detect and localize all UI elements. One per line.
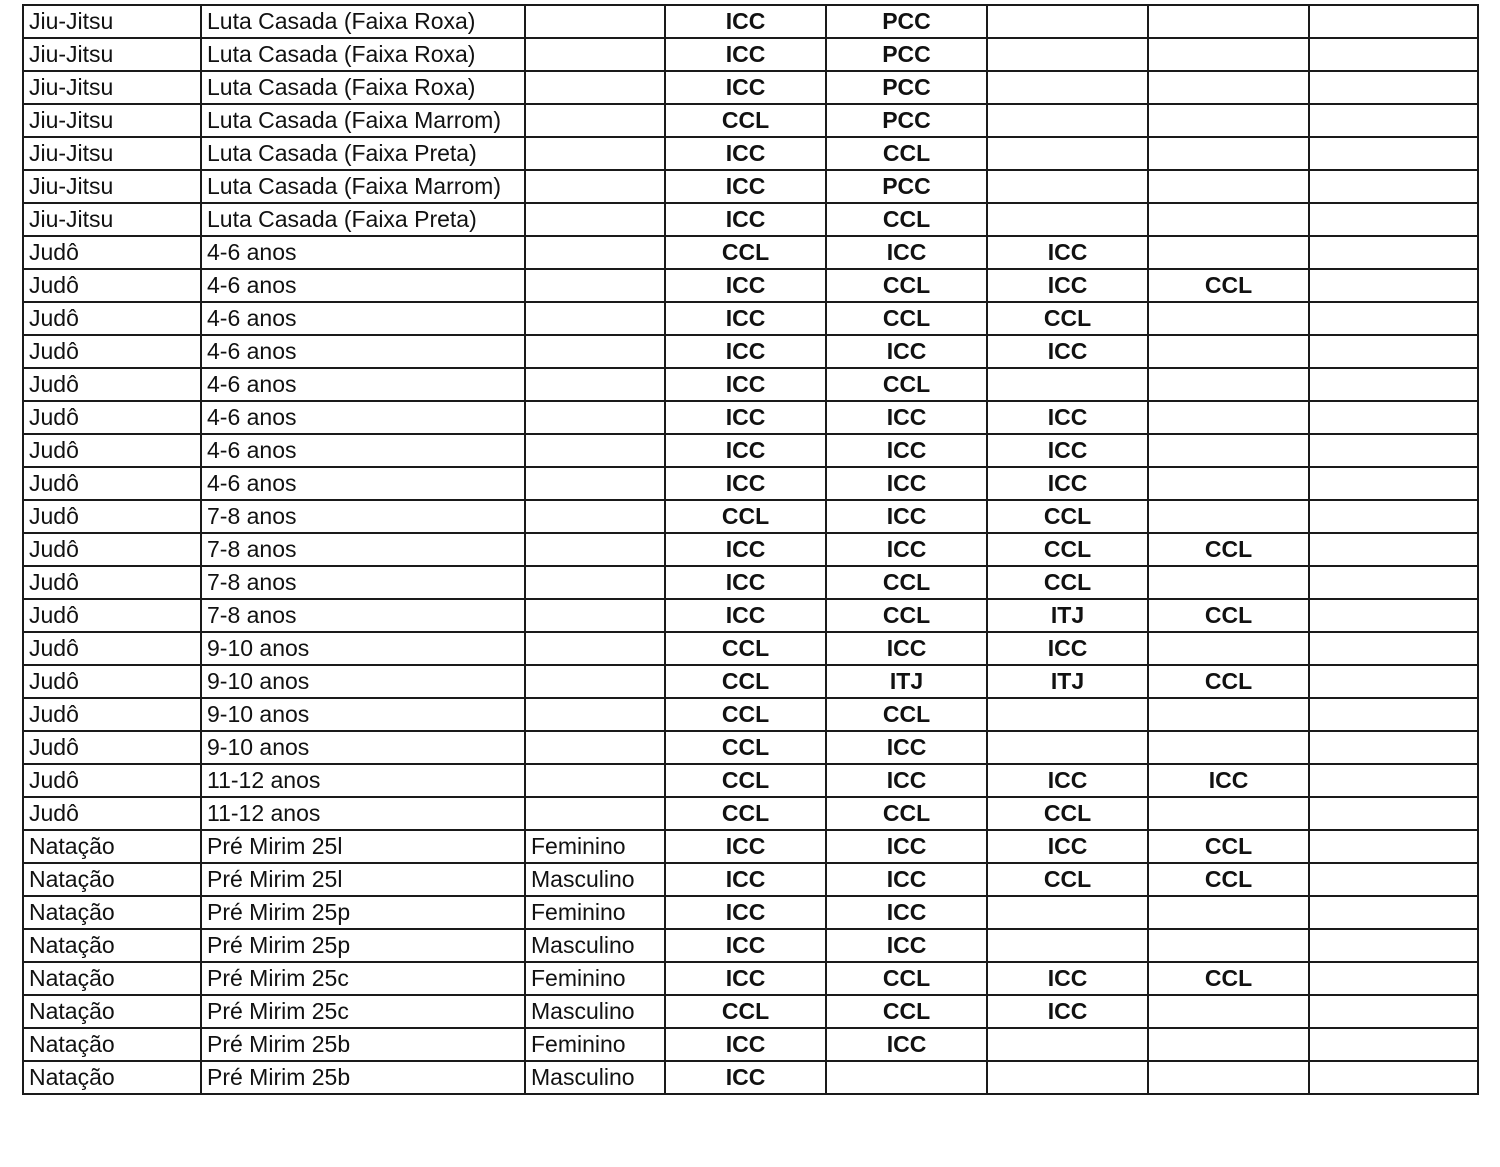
extra-cell xyxy=(1309,731,1478,764)
category-cell: Luta Casada (Faixa Roxa) xyxy=(201,71,525,104)
category-cell: Luta Casada (Faixa Preta) xyxy=(201,137,525,170)
gender-cell: Feminino xyxy=(525,962,665,995)
category-cell: Pré Mirim 25c xyxy=(201,995,525,1028)
result-3-cell: ITJ xyxy=(987,665,1148,698)
extra-cell xyxy=(1309,665,1478,698)
result-4-cell xyxy=(1148,500,1309,533)
category-cell: 9-10 anos xyxy=(201,698,525,731)
result-3-cell: ICC xyxy=(987,995,1148,1028)
table-row xyxy=(23,863,1478,896)
result-4-cell: CCL xyxy=(1148,533,1309,566)
extra-cell xyxy=(1309,104,1478,137)
sport-cell: Jiu-Jitsu xyxy=(23,203,201,236)
gender-cell: Feminino xyxy=(525,830,665,863)
result-3-cell xyxy=(987,1061,1148,1094)
extra-cell xyxy=(1309,962,1478,995)
extra-cell xyxy=(1309,566,1478,599)
result-1-cell: CCL xyxy=(665,764,826,797)
category-cell: Pré Mirim 25l xyxy=(201,863,525,896)
table-row xyxy=(23,632,1478,665)
gender-cell xyxy=(525,302,665,335)
sport-cell: Natação xyxy=(23,830,201,863)
result-4-cell xyxy=(1148,1061,1309,1094)
result-1-cell: ICC xyxy=(665,71,826,104)
category-cell: 9-10 anos xyxy=(201,632,525,665)
gender-cell xyxy=(525,269,665,302)
gender-cell xyxy=(525,401,665,434)
extra-cell xyxy=(1309,269,1478,302)
sport-cell: Natação xyxy=(23,863,201,896)
result-3-cell xyxy=(987,929,1148,962)
result-4-cell xyxy=(1148,731,1309,764)
result-4-cell: CCL xyxy=(1148,599,1309,632)
sport-cell: Judô xyxy=(23,302,201,335)
table-row xyxy=(23,170,1478,203)
result-4-cell: CCL xyxy=(1148,665,1309,698)
result-4-cell xyxy=(1148,698,1309,731)
extra-cell xyxy=(1309,335,1478,368)
result-2-cell: CCL xyxy=(826,797,987,830)
result-1-cell: CCL xyxy=(665,731,826,764)
result-4-cell xyxy=(1148,71,1309,104)
sport-cell: Judô xyxy=(23,269,201,302)
result-4-cell: CCL xyxy=(1148,863,1309,896)
result-4-cell xyxy=(1148,170,1309,203)
result-2-cell: CCL xyxy=(826,962,987,995)
table-row xyxy=(23,104,1478,137)
result-3-cell: ICC xyxy=(987,830,1148,863)
table-row xyxy=(23,566,1478,599)
result-3-cell xyxy=(987,104,1148,137)
result-1-cell: ICC xyxy=(665,962,826,995)
result-2-cell: ICC xyxy=(826,500,987,533)
result-1-cell: ICC xyxy=(665,335,826,368)
result-4-cell xyxy=(1148,203,1309,236)
result-2-cell: CCL xyxy=(826,137,987,170)
gender-cell xyxy=(525,764,665,797)
result-1-cell: CCL xyxy=(665,632,826,665)
table-row xyxy=(23,434,1478,467)
category-cell: Pré Mirim 25p xyxy=(201,929,525,962)
result-1-cell: CCL xyxy=(665,665,826,698)
result-1-cell: ICC xyxy=(665,830,826,863)
table-row xyxy=(23,302,1478,335)
result-1-cell: CCL xyxy=(665,797,826,830)
category-cell: 4-6 anos xyxy=(201,401,525,434)
result-3-cell: ICC xyxy=(987,632,1148,665)
result-2-cell: PCC xyxy=(826,104,987,137)
gender-cell xyxy=(525,203,665,236)
result-2-cell: CCL xyxy=(826,203,987,236)
extra-cell xyxy=(1309,71,1478,104)
category-cell: 7-8 anos xyxy=(201,566,525,599)
result-4-cell xyxy=(1148,896,1309,929)
result-2-cell: PCC xyxy=(826,170,987,203)
gender-cell: Masculino xyxy=(525,929,665,962)
gender-cell xyxy=(525,335,665,368)
extra-cell xyxy=(1309,797,1478,830)
category-cell: Luta Casada (Faixa Roxa) xyxy=(201,38,525,71)
gender-cell xyxy=(525,665,665,698)
sport-cell: Natação xyxy=(23,896,201,929)
extra-cell xyxy=(1309,599,1478,632)
table-row xyxy=(23,995,1478,1028)
table-row xyxy=(23,137,1478,170)
category-cell: Pré Mirim 25l xyxy=(201,830,525,863)
extra-cell xyxy=(1309,863,1478,896)
result-1-cell: ICC xyxy=(665,929,826,962)
result-3-cell xyxy=(987,71,1148,104)
table-row xyxy=(23,500,1478,533)
sport-cell: Judô xyxy=(23,335,201,368)
table-row xyxy=(23,5,1478,38)
category-cell: Pré Mirim 25b xyxy=(201,1028,525,1061)
result-1-cell: ICC xyxy=(665,533,826,566)
result-4-cell xyxy=(1148,236,1309,269)
result-3-cell: ICC xyxy=(987,764,1148,797)
result-1-cell: ICC xyxy=(665,170,826,203)
result-2-cell: ICC xyxy=(826,467,987,500)
category-cell: Luta Casada (Faixa Marrom) xyxy=(201,104,525,137)
result-4-cell xyxy=(1148,401,1309,434)
table-row xyxy=(23,269,1478,302)
sport-cell: Judô xyxy=(23,236,201,269)
extra-cell xyxy=(1309,1028,1478,1061)
result-1-cell: ICC xyxy=(665,302,826,335)
extra-cell xyxy=(1309,533,1478,566)
result-4-cell xyxy=(1148,632,1309,665)
gender-cell xyxy=(525,467,665,500)
result-3-cell: ICC xyxy=(987,236,1148,269)
result-2-cell: CCL xyxy=(826,995,987,1028)
sport-cell: Natação xyxy=(23,929,201,962)
result-2-cell: ICC xyxy=(826,764,987,797)
table-row xyxy=(23,665,1478,698)
table-row xyxy=(23,38,1478,71)
result-3-cell: ICC xyxy=(987,467,1148,500)
result-3-cell: CCL xyxy=(987,566,1148,599)
extra-cell xyxy=(1309,500,1478,533)
gender-cell xyxy=(525,434,665,467)
result-3-cell: ITJ xyxy=(987,599,1148,632)
extra-cell xyxy=(1309,467,1478,500)
result-2-cell: ITJ xyxy=(826,665,987,698)
table-row xyxy=(23,236,1478,269)
gender-cell: Masculino xyxy=(525,995,665,1028)
result-1-cell: ICC xyxy=(665,1061,826,1094)
category-cell: 4-6 anos xyxy=(201,434,525,467)
table-row xyxy=(23,1028,1478,1061)
result-2-cell: ICC xyxy=(826,929,987,962)
result-1-cell: CCL xyxy=(665,104,826,137)
sport-cell: Judô xyxy=(23,764,201,797)
gender-cell xyxy=(525,137,665,170)
result-1-cell: ICC xyxy=(665,203,826,236)
table-row xyxy=(23,896,1478,929)
result-1-cell: ICC xyxy=(665,269,826,302)
extra-cell xyxy=(1309,38,1478,71)
sport-cell: Judô xyxy=(23,434,201,467)
gender-cell xyxy=(525,533,665,566)
sport-cell: Judô xyxy=(23,533,201,566)
extra-cell xyxy=(1309,929,1478,962)
result-2-cell: CCL xyxy=(826,566,987,599)
result-2-cell: CCL xyxy=(826,269,987,302)
result-2-cell: ICC xyxy=(826,434,987,467)
table-row xyxy=(23,731,1478,764)
result-4-cell xyxy=(1148,797,1309,830)
result-3-cell xyxy=(987,698,1148,731)
extra-cell xyxy=(1309,170,1478,203)
extra-cell xyxy=(1309,830,1478,863)
category-cell: 4-6 anos xyxy=(201,368,525,401)
table-row xyxy=(23,962,1478,995)
result-1-cell: CCL xyxy=(665,236,826,269)
gender-cell: Masculino xyxy=(525,863,665,896)
result-4-cell xyxy=(1148,137,1309,170)
table-row xyxy=(23,797,1478,830)
gender-cell xyxy=(525,5,665,38)
result-2-cell: ICC xyxy=(826,863,987,896)
sport-cell: Jiu-Jitsu xyxy=(23,170,201,203)
result-4-cell xyxy=(1148,368,1309,401)
result-3-cell: CCL xyxy=(987,797,1148,830)
sport-cell: Jiu-Jitsu xyxy=(23,137,201,170)
category-cell: 4-6 anos xyxy=(201,269,525,302)
result-2-cell: ICC xyxy=(826,1028,987,1061)
gender-cell xyxy=(525,170,665,203)
gender-cell xyxy=(525,698,665,731)
sport-cell: Judô xyxy=(23,566,201,599)
sport-cell: Judô xyxy=(23,797,201,830)
extra-cell xyxy=(1309,236,1478,269)
result-3-cell: ICC xyxy=(987,401,1148,434)
category-cell: Pré Mirim 25c xyxy=(201,962,525,995)
result-4-cell xyxy=(1148,5,1309,38)
gender-cell xyxy=(525,38,665,71)
result-3-cell: ICC xyxy=(987,962,1148,995)
category-cell: 9-10 anos xyxy=(201,665,525,698)
result-1-cell: ICC xyxy=(665,566,826,599)
result-3-cell: CCL xyxy=(987,863,1148,896)
result-2-cell: ICC xyxy=(826,533,987,566)
result-2-cell: ICC xyxy=(826,830,987,863)
extra-cell xyxy=(1309,401,1478,434)
extra-cell xyxy=(1309,995,1478,1028)
table-row xyxy=(23,929,1478,962)
result-1-cell: CCL xyxy=(665,995,826,1028)
extra-cell xyxy=(1309,137,1478,170)
gender-cell xyxy=(525,566,665,599)
extra-cell xyxy=(1309,434,1478,467)
category-cell: Pré Mirim 25b xyxy=(201,1061,525,1094)
result-2-cell: ICC xyxy=(826,632,987,665)
sport-cell: Judô xyxy=(23,698,201,731)
result-4-cell xyxy=(1148,1028,1309,1061)
gender-cell xyxy=(525,797,665,830)
result-4-cell xyxy=(1148,302,1309,335)
result-4-cell: CCL xyxy=(1148,962,1309,995)
gender-cell xyxy=(525,731,665,764)
extra-cell xyxy=(1309,1061,1478,1094)
category-cell: 4-6 anos xyxy=(201,467,525,500)
gender-cell xyxy=(525,71,665,104)
result-3-cell: ICC xyxy=(987,434,1148,467)
gender-cell xyxy=(525,599,665,632)
result-2-cell: CCL xyxy=(826,368,987,401)
result-2-cell: ICC xyxy=(826,401,987,434)
result-4-cell xyxy=(1148,38,1309,71)
category-cell: Luta Casada (Faixa Preta) xyxy=(201,203,525,236)
result-1-cell: ICC xyxy=(665,896,826,929)
result-4-cell: ICC xyxy=(1148,764,1309,797)
category-cell: Luta Casada (Faixa Marrom) xyxy=(201,170,525,203)
result-1-cell: ICC xyxy=(665,368,826,401)
sport-cell: Judô xyxy=(23,599,201,632)
extra-cell xyxy=(1309,5,1478,38)
sport-cell: Natação xyxy=(23,995,201,1028)
extra-cell xyxy=(1309,896,1478,929)
result-4-cell: CCL xyxy=(1148,830,1309,863)
gender-cell: Feminino xyxy=(525,896,665,929)
result-1-cell: ICC xyxy=(665,137,826,170)
result-1-cell: ICC xyxy=(665,38,826,71)
result-3-cell: ICC xyxy=(987,335,1148,368)
result-4-cell xyxy=(1148,995,1309,1028)
category-cell: 4-6 anos xyxy=(201,302,525,335)
result-1-cell: CCL xyxy=(665,698,826,731)
result-3-cell xyxy=(987,137,1148,170)
table-row xyxy=(23,203,1478,236)
gender-cell xyxy=(525,104,665,137)
table-row xyxy=(23,335,1478,368)
sport-cell: Natação xyxy=(23,1061,201,1094)
results-table xyxy=(22,4,1479,1095)
result-3-cell xyxy=(987,1028,1148,1061)
sport-cell: Judô xyxy=(23,401,201,434)
result-4-cell xyxy=(1148,467,1309,500)
result-2-cell: ICC xyxy=(826,896,987,929)
sport-cell: Jiu-Jitsu xyxy=(23,38,201,71)
result-3-cell: CCL xyxy=(987,302,1148,335)
category-cell: 11-12 anos xyxy=(201,797,525,830)
category-cell: 4-6 anos xyxy=(201,236,525,269)
extra-cell xyxy=(1309,632,1478,665)
category-cell: Luta Casada (Faixa Roxa) xyxy=(201,5,525,38)
gender-cell: Feminino xyxy=(525,1028,665,1061)
result-3-cell xyxy=(987,170,1148,203)
category-cell: 4-6 anos xyxy=(201,335,525,368)
category-cell: 9-10 anos xyxy=(201,731,525,764)
gender-cell: Masculino xyxy=(525,1061,665,1094)
sport-cell: Natação xyxy=(23,1028,201,1061)
table-row xyxy=(23,401,1478,434)
gender-cell xyxy=(525,368,665,401)
table-row xyxy=(23,764,1478,797)
result-4-cell xyxy=(1148,434,1309,467)
table-row xyxy=(23,533,1478,566)
result-2-cell: PCC xyxy=(826,71,987,104)
sport-cell: Judô xyxy=(23,500,201,533)
result-1-cell: ICC xyxy=(665,434,826,467)
gender-cell xyxy=(525,236,665,269)
extra-cell xyxy=(1309,698,1478,731)
result-1-cell: ICC xyxy=(665,599,826,632)
category-cell: 11-12 anos xyxy=(201,764,525,797)
result-2-cell: ICC xyxy=(826,335,987,368)
sport-cell: Jiu-Jitsu xyxy=(23,71,201,104)
table-row xyxy=(23,71,1478,104)
result-1-cell: ICC xyxy=(665,863,826,896)
table-row xyxy=(23,830,1478,863)
result-1-cell: CCL xyxy=(665,500,826,533)
result-2-cell: CCL xyxy=(826,302,987,335)
result-3-cell: ICC xyxy=(987,269,1148,302)
category-cell: 7-8 anos xyxy=(201,533,525,566)
table-row xyxy=(23,1061,1478,1094)
sport-cell: Judô xyxy=(23,368,201,401)
result-2-cell: ICC xyxy=(826,236,987,269)
extra-cell xyxy=(1309,764,1478,797)
result-3-cell: CCL xyxy=(987,533,1148,566)
result-4-cell xyxy=(1148,104,1309,137)
table-row xyxy=(23,599,1478,632)
category-cell: Pré Mirim 25p xyxy=(201,896,525,929)
result-3-cell: CCL xyxy=(987,500,1148,533)
sport-cell: Jiu-Jitsu xyxy=(23,104,201,137)
extra-cell xyxy=(1309,203,1478,236)
result-4-cell xyxy=(1148,566,1309,599)
result-1-cell: ICC xyxy=(665,5,826,38)
sport-cell: Natação xyxy=(23,962,201,995)
sport-cell: Judô xyxy=(23,467,201,500)
result-3-cell xyxy=(987,38,1148,71)
category-cell: 7-8 anos xyxy=(201,599,525,632)
result-3-cell xyxy=(987,896,1148,929)
category-cell: 7-8 anos xyxy=(201,500,525,533)
table-row xyxy=(23,368,1478,401)
result-2-cell: ICC xyxy=(826,731,987,764)
result-3-cell xyxy=(987,731,1148,764)
result-1-cell: ICC xyxy=(665,1028,826,1061)
gender-cell xyxy=(525,632,665,665)
sport-cell: Judô xyxy=(23,665,201,698)
result-1-cell: ICC xyxy=(665,467,826,500)
extra-cell xyxy=(1309,368,1478,401)
sport-cell: Judô xyxy=(23,731,201,764)
table-row xyxy=(23,698,1478,731)
result-3-cell xyxy=(987,5,1148,38)
sport-cell: Jiu-Jitsu xyxy=(23,5,201,38)
result-4-cell xyxy=(1148,335,1309,368)
result-4-cell xyxy=(1148,929,1309,962)
result-3-cell xyxy=(987,368,1148,401)
extra-cell xyxy=(1309,302,1478,335)
result-2-cell: CCL xyxy=(826,599,987,632)
table-row xyxy=(23,467,1478,500)
result-2-cell: CCL xyxy=(826,698,987,731)
result-2-cell: PCC xyxy=(826,5,987,38)
result-2-cell xyxy=(826,1061,987,1094)
result-1-cell: ICC xyxy=(665,401,826,434)
result-2-cell: PCC xyxy=(826,38,987,71)
result-3-cell xyxy=(987,203,1148,236)
result-4-cell: CCL xyxy=(1148,269,1309,302)
sport-cell: Judô xyxy=(23,632,201,665)
results-table-body xyxy=(23,5,1478,1094)
gender-cell xyxy=(525,500,665,533)
